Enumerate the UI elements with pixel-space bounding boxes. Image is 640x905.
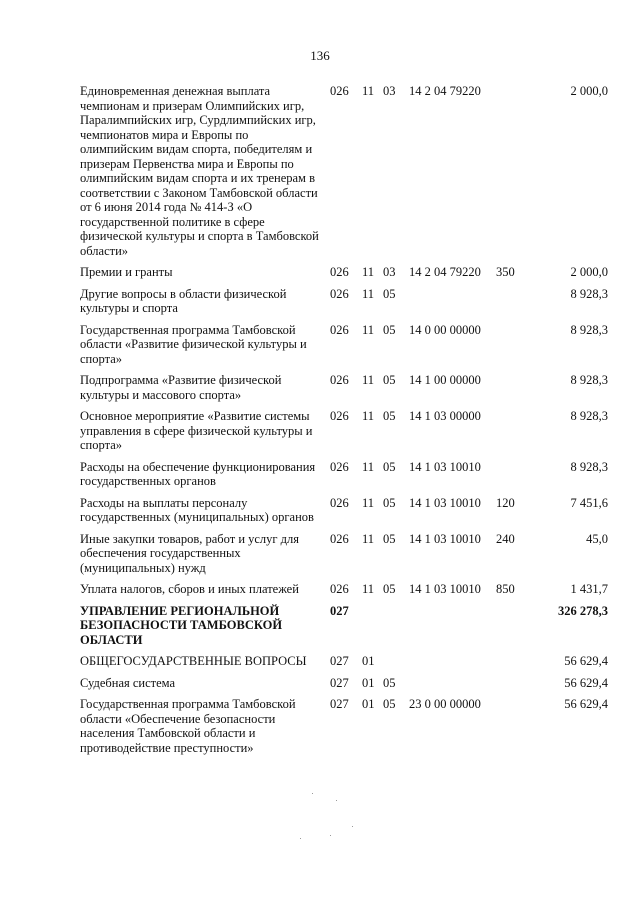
row-target-article: 14 1 03 10010 bbox=[409, 531, 481, 546]
row-section-code: 11 bbox=[362, 84, 375, 98]
row-amount: 8 928,3 bbox=[570, 322, 608, 337]
scan-speck bbox=[300, 838, 301, 839]
row-name: Расходы на обеспечение функционирования государственных органов bbox=[80, 459, 316, 488]
row-section-code: 11 bbox=[362, 373, 375, 387]
row-section-code: 11 bbox=[362, 322, 375, 337]
row-name: Основное мероприятие «Развитие системы управления в сфере физической культуры и спорта» bbox=[80, 409, 313, 452]
table-row bbox=[80, 582, 608, 604]
row-expense-type: 350 bbox=[496, 265, 515, 279]
row-subsection-code: 05 bbox=[383, 459, 396, 474]
row-section-code: 01 bbox=[362, 697, 375, 711]
row-subsection-code: 05 bbox=[383, 531, 396, 546]
row-name: Государственная программа Тамбовской области «Обеспечение безопасности населения Тамбовской области и противодействие преступности» bbox=[80, 697, 296, 755]
row-name: Премии и гранты bbox=[80, 265, 173, 279]
row-name: Уплата налогов, сборов и иных платежей bbox=[80, 582, 299, 596]
budget-table bbox=[80, 84, 608, 762]
row-amount: 56 629,4 bbox=[564, 675, 608, 690]
row-amount: 56 629,4 bbox=[564, 697, 608, 711]
row-name: Другие вопросы в области физической культуры и спорта bbox=[80, 286, 287, 315]
row-section-code: 11 bbox=[362, 495, 375, 510]
row-target-article: 14 1 03 10010 bbox=[409, 495, 481, 510]
row-section-code: 11 bbox=[362, 582, 375, 596]
row-target-article: 14 2 04 79220 bbox=[409, 84, 481, 98]
row-section-code: 01 bbox=[362, 654, 375, 668]
row-name: Расходы на выплаты персоналу государственных (муниципальных) органов bbox=[80, 495, 314, 524]
row-ved-code: 027 bbox=[330, 603, 349, 618]
row-expense-type bbox=[496, 697, 532, 762]
row-name: УПРАВЛЕНИЕ РЕГИОНАЛЬНОЙ БЕЗОПАСНОСТИ ТАМБОВСКОЙ ОБЛАСТИ bbox=[80, 603, 283, 647]
row-name: ОБЩЕГОСУДАРСТВЕННЫЕ ВОПРОСЫ bbox=[80, 654, 307, 668]
row-expense-type bbox=[496, 373, 532, 409]
scan-speck bbox=[352, 826, 353, 827]
row-amount: 326 278,3 bbox=[558, 603, 608, 618]
row-amount: 8 928,3 bbox=[570, 373, 608, 387]
row-expense-type bbox=[496, 409, 532, 460]
row-expense-type: 850 bbox=[496, 582, 515, 596]
row-subsection-code: 05 bbox=[383, 495, 396, 510]
row-expense-type bbox=[496, 676, 532, 698]
row-target-article: 14 1 03 10010 bbox=[409, 459, 481, 474]
row-subsection-code: 03 bbox=[383, 265, 396, 279]
table-row bbox=[80, 460, 608, 496]
row-ved-code: 026 bbox=[330, 322, 349, 337]
row-amount: 45,0 bbox=[586, 531, 608, 546]
row-ved-code: 026 bbox=[330, 495, 349, 510]
row-section-code: 11 bbox=[362, 459, 375, 474]
row-amount: 2 000,0 bbox=[570, 84, 608, 98]
row-expense-type bbox=[496, 604, 532, 655]
row-subsection-code: 05 bbox=[383, 286, 396, 301]
row-subsection-code: 05 bbox=[383, 409, 396, 423]
row-target-article bbox=[409, 654, 496, 676]
table-row bbox=[80, 323, 608, 374]
row-subsection-code: 05 bbox=[383, 697, 396, 711]
row-ved-code: 026 bbox=[330, 286, 349, 301]
row-section-code: 11 bbox=[362, 409, 375, 423]
row-amount: 7 451,6 bbox=[570, 495, 608, 510]
row-target-article: 14 1 03 00000 bbox=[409, 409, 481, 423]
row-subsection-code bbox=[383, 654, 409, 676]
budget-rows bbox=[80, 84, 608, 762]
row-expense-type: 240 bbox=[496, 531, 515, 546]
row-subsection-code bbox=[383, 604, 409, 655]
row-name: Подпрограмма «Развитие физической культуры и массового спорта» bbox=[80, 373, 282, 402]
row-amount: 8 928,3 bbox=[570, 409, 608, 423]
row-amount: 8 928,3 bbox=[570, 286, 608, 301]
row-target-article: 14 1 00 00000 bbox=[409, 373, 481, 387]
row-name: Иные закупки товаров, работ и услуг для обеспечения государственных (муниципальных) нужд bbox=[80, 531, 300, 575]
row-amount: 2 000,0 bbox=[570, 265, 608, 279]
row-ved-code: 026 bbox=[330, 373, 349, 387]
row-section-code: 11 bbox=[362, 531, 375, 546]
row-expense-type: 120 bbox=[496, 495, 515, 510]
row-ved-code: 026 bbox=[330, 265, 349, 279]
scan-speck bbox=[312, 793, 313, 794]
table-row bbox=[80, 409, 608, 460]
row-section-code: 11 bbox=[362, 286, 375, 301]
row-ved-code: 026 bbox=[330, 459, 349, 474]
row-expense-type bbox=[496, 287, 532, 323]
page-number: 136 bbox=[310, 48, 330, 63]
table-row bbox=[80, 84, 608, 265]
table-row bbox=[80, 532, 608, 583]
table-row bbox=[80, 676, 608, 698]
row-target-article: 14 1 03 10010 bbox=[409, 582, 481, 596]
row-ved-code: 027 bbox=[330, 654, 349, 668]
row-ved-code: 027 bbox=[330, 697, 349, 711]
row-section-code bbox=[362, 604, 383, 655]
table-row bbox=[80, 373, 608, 409]
table-row bbox=[80, 265, 608, 287]
table-row bbox=[80, 496, 608, 532]
row-subsection-code: 05 bbox=[383, 373, 396, 387]
row-target-article: 14 0 00 00000 bbox=[409, 322, 481, 337]
row-amount: 1 431,7 bbox=[570, 582, 608, 596]
row-amount: 8 928,3 bbox=[570, 459, 608, 474]
row-subsection-code: 05 bbox=[383, 582, 396, 596]
table-row bbox=[80, 654, 608, 676]
row-ved-code: 026 bbox=[330, 582, 349, 596]
row-subsection-code: 05 bbox=[383, 322, 396, 337]
table-row bbox=[80, 697, 608, 762]
row-target-article: 14 2 04 79220 bbox=[409, 265, 481, 279]
row-target-article bbox=[409, 676, 496, 698]
row-ved-code: 026 bbox=[330, 531, 349, 546]
row-ved-code: 027 bbox=[330, 675, 349, 690]
row-expense-type bbox=[496, 654, 532, 676]
row-target-article bbox=[409, 604, 496, 655]
row-target-article bbox=[409, 287, 496, 323]
row-section-code: 11 bbox=[362, 265, 375, 279]
row-expense-type bbox=[496, 84, 532, 265]
row-amount: 56 629,4 bbox=[564, 654, 608, 668]
row-name: Судебная система bbox=[80, 675, 176, 690]
row-target-article: 23 0 00 00000 bbox=[409, 697, 481, 711]
row-section-code: 01 bbox=[362, 675, 375, 690]
row-subsection-code: 03 bbox=[383, 84, 396, 98]
row-expense-type bbox=[496, 460, 532, 496]
scan-speck bbox=[336, 800, 337, 801]
row-subsection-code: 05 bbox=[383, 675, 396, 690]
table-row bbox=[80, 604, 608, 655]
scan-speck bbox=[330, 835, 331, 836]
row-expense-type bbox=[496, 323, 532, 374]
row-name: Единовременная денежная выплата чемпионам и призерам Олимпийских игр, Паралимпийских игр, Сурдлимпийских игр, чемпионатов мира и Европы по олимпийским видам спорта, победителям и призерам Первенства мира и Европы по олимпийским видам спорта и их тренерам в соответствии с Законом Тамбовской области от 6 июня 2014 года № 414-З «О государственной политике в сфере физической культуры и спорта в Тамбовской области» bbox=[80, 84, 319, 258]
table-row bbox=[80, 287, 608, 323]
row-name: Государственная программа Тамбовской области «Развитие физической культуры и спорта» bbox=[80, 322, 307, 366]
row-ved-code: 026 bbox=[330, 409, 349, 423]
row-ved-code: 026 bbox=[330, 84, 349, 98]
